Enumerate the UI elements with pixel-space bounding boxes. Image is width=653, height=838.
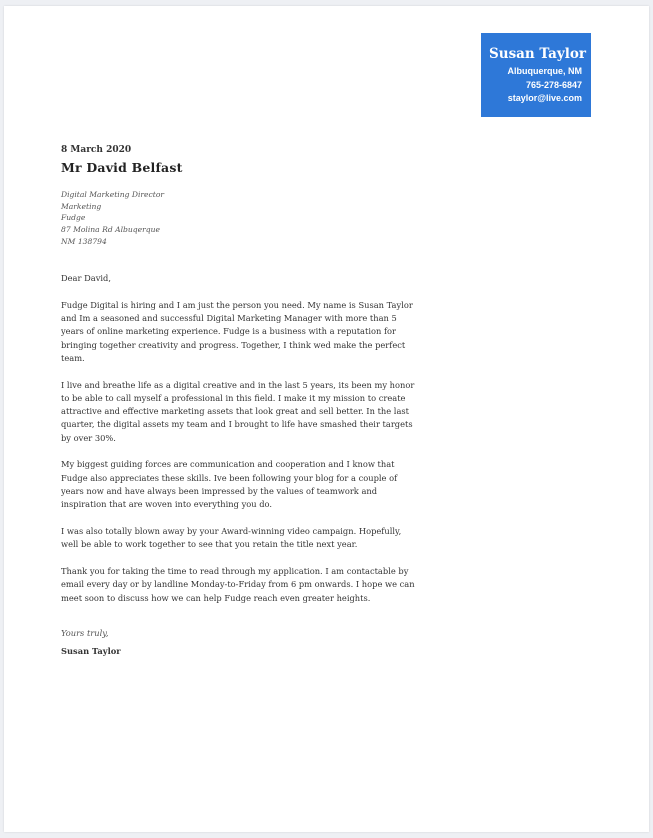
address-line: NM 138794 bbox=[61, 236, 107, 246]
sender-header bbox=[481, 33, 591, 117]
body-paragraph: Fudge Digital is hiring and I am just the person you need. My name is Susan Taylor and Im a seasoned and successful Digital Marketing Manager with more than 5 years of online marketing experience. Fudge is a business with a reputation for bringing together creativity and progress. Together, I think wed make the perfect team. bbox=[61, 299, 413, 363]
address-line: Fudge bbox=[61, 213, 86, 223]
body-paragraph: Thank you for taking the time to read through my application. I am contactable by email every day or by landline Monday-to-Friday from 6 pm onwards. I hope we can meet soon to discuss how we can help Fudge reach even greater heights. bbox=[61, 566, 415, 603]
signature-name: Susan Taylor bbox=[61, 646, 121, 656]
sender-city: Albuquerque, NM bbox=[507, 66, 582, 76]
sender-email: staylor@live.com bbox=[507, 93, 582, 103]
recipient-address bbox=[61, 189, 164, 248]
salutation: Dear David, bbox=[61, 273, 112, 283]
body-paragraph: I was also totally blown away by your Award-winning video campaign. Hopefully, well be able to work together to see that you retain the title next year. bbox=[61, 526, 402, 550]
address-line: 87 Molina Rd Albuqerque bbox=[61, 225, 161, 235]
closing: Yours truly, bbox=[61, 628, 109, 638]
body-paragraph: I live and breathe life as a digital creative and in the last 5 years, its been my honor to be able to call myself a professional in this field. I make it my mission to create attractive and effective marketing assets that look great and sell better. In the last quarter, the digital assets my team and I brought to life have smashed their targets by over 30%. bbox=[61, 379, 415, 443]
sender-name: Susan Taylor bbox=[489, 46, 587, 62]
body-paragraph: My biggest guiding forces are communication and cooperation and I know that Fudge also appreciates these skills. Ive been following your blog for a couple of years now and have always been impressed by the values of teamwork and inspiration that are woven into everything you do. bbox=[61, 459, 398, 510]
sender-phone: 765-278-6847 bbox=[525, 79, 582, 90]
address-line: Digital Marketing Director bbox=[61, 190, 165, 199]
address-line: Marketing bbox=[61, 201, 102, 211]
letter-page bbox=[4, 6, 649, 832]
letter-body bbox=[61, 272, 421, 618]
recipient-name: Mr David Belfast bbox=[61, 160, 183, 175]
letter-date: 8 March 2020 bbox=[61, 145, 132, 155]
